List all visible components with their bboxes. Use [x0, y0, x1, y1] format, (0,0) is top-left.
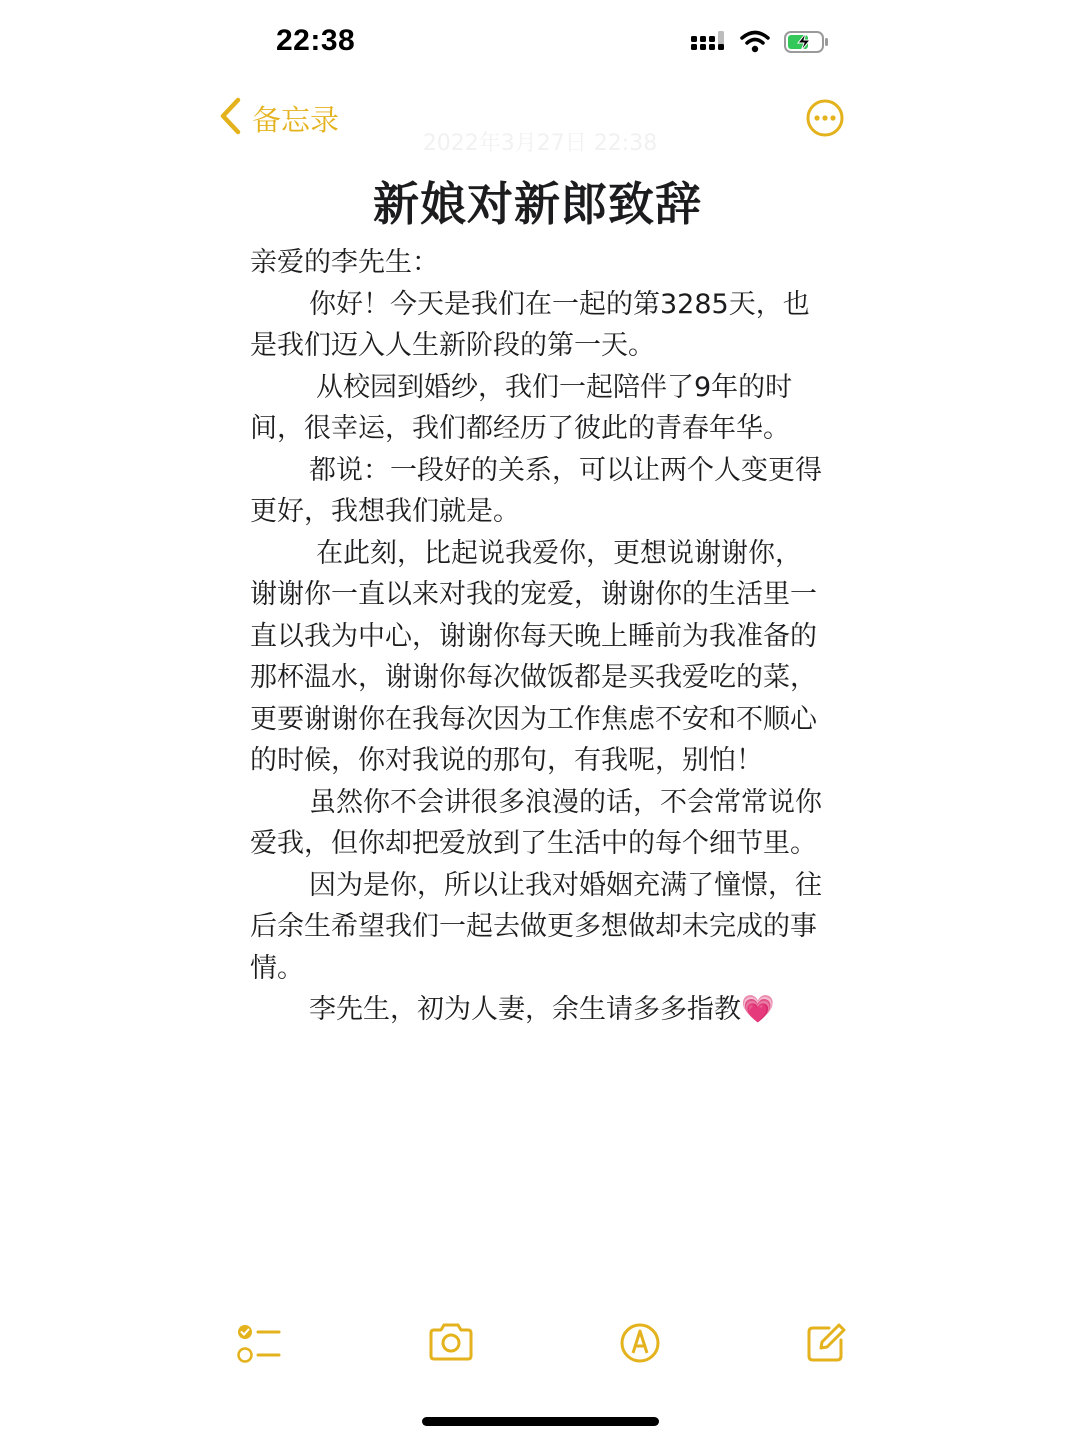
- battery-charging-icon: [784, 30, 830, 58]
- markup-pen-icon: [619, 1349, 661, 1368]
- back-button[interactable]: [218, 96, 339, 140]
- chevron-left-icon: [218, 96, 242, 140]
- note-title: 新娘对新郎致辞: [373, 177, 702, 231]
- camera-button[interactable]: [427, 1322, 475, 1366]
- note-paragraph: 从校园到婚纱，我们一起陪伴了9年的时间，很幸运，我们都经历了彼此的青春年华。: [250, 371, 793, 444]
- nav-bar: [0, 88, 1080, 156]
- note-date-faded: 2022年3月27日 22:38: [422, 131, 658, 156]
- note-content[interactable]: [250, 168, 825, 1031]
- back-label: 备忘录: [252, 102, 340, 137]
- status-time: 22:38: [276, 24, 356, 57]
- compose-button[interactable]: [805, 1322, 847, 1368]
- more-button[interactable]: [805, 98, 845, 142]
- cellular-signal-icon: [690, 30, 726, 58]
- note-paragraph: 虽然你不会讲很多浪漫的话，不会常常说你爱我，但你却把爱放到了生活中的每个细节里。: [250, 786, 822, 859]
- bottom-toolbar: [0, 1322, 1080, 1370]
- note-paragraph: 李先生，初为人妻，余生请多多指教💗: [309, 994, 775, 1025]
- status-bar: [0, 0, 1080, 88]
- camera-icon: [427, 1347, 475, 1366]
- note-paragraph: 都说：一段好的关系，可以让两个人变更得更好，我想我们就是。: [250, 454, 822, 527]
- wifi-icon: [740, 30, 770, 58]
- home-indicator[interactable]: [422, 1417, 659, 1426]
- note-paragraph: 因为是你，所以让我对婚姻充满了憧憬，往后余生希望我们一起去做更多想做却未完成的事情。: [250, 869, 822, 984]
- note-body: [250, 242, 825, 1031]
- checklist-icon: [236, 1351, 282, 1370]
- markup-button[interactable]: [619, 1322, 661, 1368]
- ellipsis-circle-icon: [805, 123, 845, 142]
- note-paragraph: 亲爱的李先生：: [250, 247, 439, 278]
- compose-icon: [805, 1349, 847, 1368]
- checklist-button[interactable]: [236, 1322, 282, 1370]
- note-paragraph: 你好！今天是我们在一起的第3285天，也是我们迈入人生新阶段的第一天。: [250, 288, 810, 361]
- note-paragraph: 在此刻，比起说我爱你，更想说谢谢你，谢谢你一直以来对我的宠爱，谢谢你的生活里一直以我为中心，谢谢你每天晚上睡前为我准备的那杯温水，谢谢你每次做饭都是买我爱吃的菜，更要谢谢你在我每次因为工作焦虑不安和不顺心的时候，你对我说的那句，有我呢，别怕！: [250, 537, 817, 776]
- status-icons: [690, 30, 830, 58]
